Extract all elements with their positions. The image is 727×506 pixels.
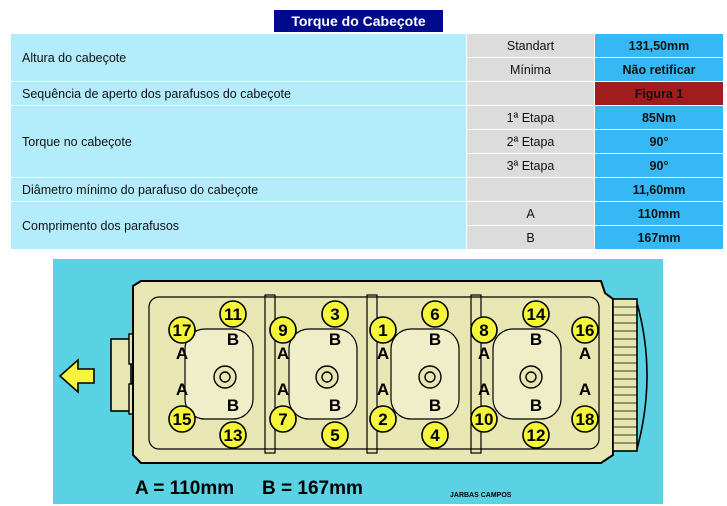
bolt-type-letter: A (477, 344, 491, 363)
page-title: Torque do Cabeçote (274, 10, 443, 32)
etapa-1-value: 85Nm (595, 106, 724, 130)
table-row (11, 82, 724, 106)
etapa-3-label: 3ª Etapa (467, 154, 595, 178)
bolt-number: 1 (378, 321, 388, 340)
bolt-type-letter: A (175, 380, 189, 399)
bolt-number: 17 (172, 321, 192, 340)
etapa-2-label: 2ª Etapa (467, 130, 595, 154)
etapa-3-value: 90° (595, 154, 724, 178)
bolt-type-letter: A (578, 380, 592, 399)
bolt-type-letter: B (428, 330, 442, 349)
empty-cell (467, 82, 595, 106)
table-row (11, 178, 724, 202)
bolt-number: 7 (278, 410, 288, 429)
bolt-type-letter: B (428, 396, 442, 415)
table-row (11, 34, 724, 58)
bolt-number: 10 (474, 410, 494, 429)
bolt-type-letter: B (226, 330, 240, 349)
bolt-type-letter: A (276, 344, 290, 363)
bolt-a-value: 110mm (595, 202, 724, 226)
timing-pulley (613, 299, 637, 451)
diametro-label: Diâmetro mínimo do parafuso do cabeçote (11, 178, 467, 202)
empty-cell (467, 178, 595, 202)
bolt-number: 4 (430, 426, 440, 445)
bolt-b-label: B (467, 226, 595, 250)
bolt-number: 8 (479, 321, 489, 340)
comprimento-label: Comprimento dos parafusos (11, 202, 467, 250)
bolt-number: 5 (330, 426, 340, 445)
diametro-value: 11,60mm (595, 178, 724, 202)
minima-label: Mínima (467, 58, 595, 82)
legend-a: A = 110mm (135, 478, 235, 499)
figura-1-value: Figura 1 (595, 82, 724, 106)
table-row (11, 106, 724, 130)
bolt-type-letter: B (328, 330, 342, 349)
bolt-number: 16 (575, 321, 595, 340)
bolt-type-letter: A (175, 344, 189, 363)
legend-b: B = 167mm (262, 478, 363, 499)
bolt-number: 6 (430, 305, 440, 324)
torque-label: Torque no cabeçote (11, 106, 467, 178)
bolt-type-letter: A (477, 380, 491, 399)
standart-value: 131,50mm (595, 34, 724, 58)
bolt-number: 9 (278, 321, 288, 340)
bolt-number: 14 (526, 305, 546, 324)
etapa-1-label: 1ª Etapa (467, 106, 595, 130)
bolt-number: 13 (223, 426, 243, 445)
bolt-number: 3 (330, 305, 340, 324)
bolt-number: 2 (378, 410, 388, 429)
cylinder-head-svg (53, 259, 663, 504)
minima-value: Não retificar (595, 58, 724, 82)
bolt-a-label: A (467, 202, 595, 226)
bolt-type-letter: A (276, 380, 290, 399)
bolt-number: 15 (172, 410, 192, 429)
left-arrow-icon (60, 360, 94, 392)
bolt-number: 11 (224, 305, 242, 324)
bolt-type-letter: A (376, 344, 390, 363)
sequencia-label: Sequência de aperto dos parafusos do cabeçote (11, 82, 467, 106)
bolt-type-letter: B (529, 396, 543, 415)
bolt-type-letter: A (376, 380, 390, 399)
credit-text: JARBAS CAMPOS (450, 492, 512, 499)
pulley-cover (637, 303, 647, 449)
bolt-type-letter: A (578, 344, 592, 363)
bolt-number: 12 (526, 426, 546, 445)
torque-spec-table (10, 33, 724, 250)
bolt-type-letter: B (226, 396, 240, 415)
table-row (11, 202, 724, 226)
altura-label: Altura do cabeçote (11, 34, 467, 82)
etapa-2-value: 90° (595, 130, 724, 154)
bolt-number: 18 (575, 410, 595, 429)
left-end-plate (111, 339, 131, 411)
bolt-type-letter: B (529, 330, 543, 349)
cylinder-head-diagram (53, 259, 663, 504)
bolt-b-value: 167mm (595, 226, 724, 250)
bolt-type-letter: B (328, 396, 342, 415)
standart-label: Standart (467, 34, 595, 58)
